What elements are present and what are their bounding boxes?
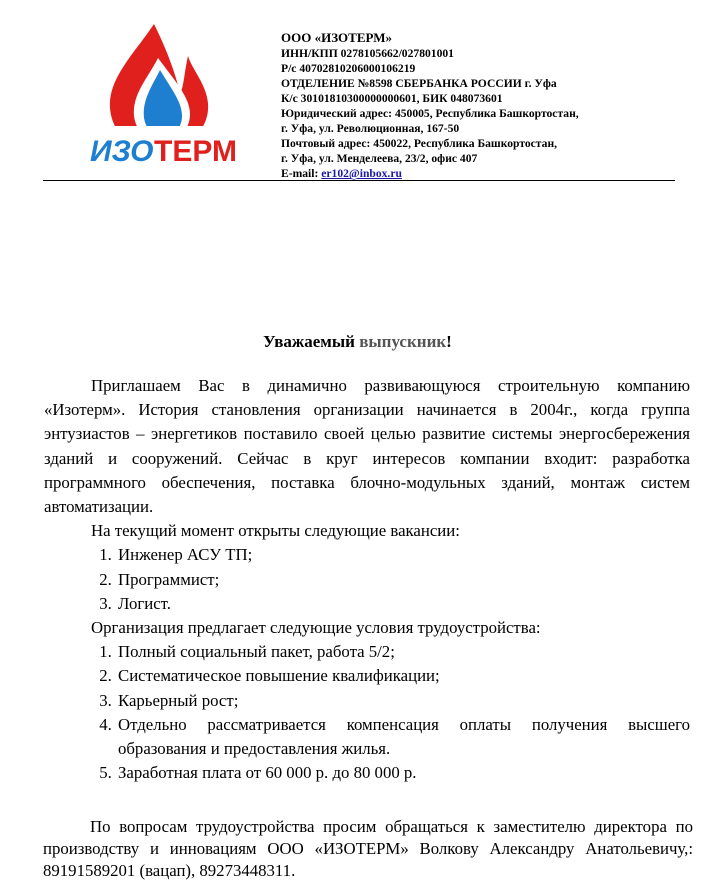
condition-item: 3. Карьерный рост; [116, 689, 690, 713]
condition-item: 2. Систематическое повышение квалификации; [116, 664, 690, 688]
email-link[interactable]: er102@inbox.ru [321, 167, 402, 181]
requisite-line: г. Уфа, ул. Менделеева, 23/2, офис 407 [281, 152, 478, 166]
greeting [0, 331, 715, 353]
condition-item: 5. Заработная плата от 60 000 р. до 80 000 р. [116, 761, 690, 785]
requisite-line: Р/с 40702810206000106219 [281, 62, 416, 76]
requisite-line: К/с 30101810300000000601, БИК 048073601 [281, 92, 503, 106]
condition-item: 1. Полный социальный пакет, работа 5/2; [116, 640, 690, 664]
vacancies-intro: На текущий момент открыты следующие вакансии: [91, 521, 460, 541]
vacancy-item: 3. Логист. [116, 592, 690, 616]
greeting-highlight: выпускник [359, 332, 447, 351]
letter-body [44, 374, 690, 785]
org-name: ООО «ИЗОТЕРМ» [281, 30, 392, 45]
vacancies-list [44, 543, 690, 616]
conditions-list [44, 640, 690, 785]
contact-paragraph: По вопросам трудоустройства просим обращаться к заместителю директора по производству и инновациям ООО «ИЗОТЕРМ» Волкову Александру Анатольевичу,: 89191589201 (вацап), 89273448311. [43, 817, 693, 880]
requisite-line: г. Уфа, ул. Революционная, 167-50 [281, 122, 460, 136]
email-label: E-mail: [281, 167, 322, 181]
greeting-suffix: ! [446, 332, 452, 351]
requisite-line: Юридический адрес: 450005, Республика Башкортостан, [281, 107, 579, 121]
company-requisites [281, 29, 701, 181]
greeting-prefix: Уважаемый [263, 332, 360, 351]
intro-paragraph: Приглашаем Вас в динамично развивающуюся строительную компанию «Изотерм». История становления организации начинается в 2004г., когда группа энтузиастов – энергетиков поставило своей целью развитие системы энергосбережения зданий и сооружений. Сейчас в круг интересов компании входит: разработка программного обеспечения, поставка блочно-модульных зданий, монтаж систем автоматизации. [44, 376, 690, 517]
requisite-line: ОТДЕЛЕНИЕ №8598 СБЕРБАНКА РОССИИ г. Уфа [281, 77, 557, 91]
requisite-line: Почтовый адрес: 450022, Республика Башкортостан, [281, 137, 558, 151]
conditions-intro: Организация предлагает следующие условия трудоустройства: [91, 618, 541, 638]
vacancy-item: 1. Инженер АСУ ТП; [116, 543, 690, 567]
condition-item: 4. Отдельно рассматривается компенсация оплаты получения высшего образования и предоставления жилья. [116, 713, 690, 761]
company-logo [88, 20, 238, 170]
logo-text-izo: ИЗО [90, 135, 154, 168]
requisite-line: ИНН/КПП 0278105662/027801001 [281, 47, 454, 60]
vacancy-item: 2. Программист; [116, 568, 690, 592]
header-divider [43, 180, 675, 181]
logo-text-term: ТЕРМ [154, 135, 237, 168]
